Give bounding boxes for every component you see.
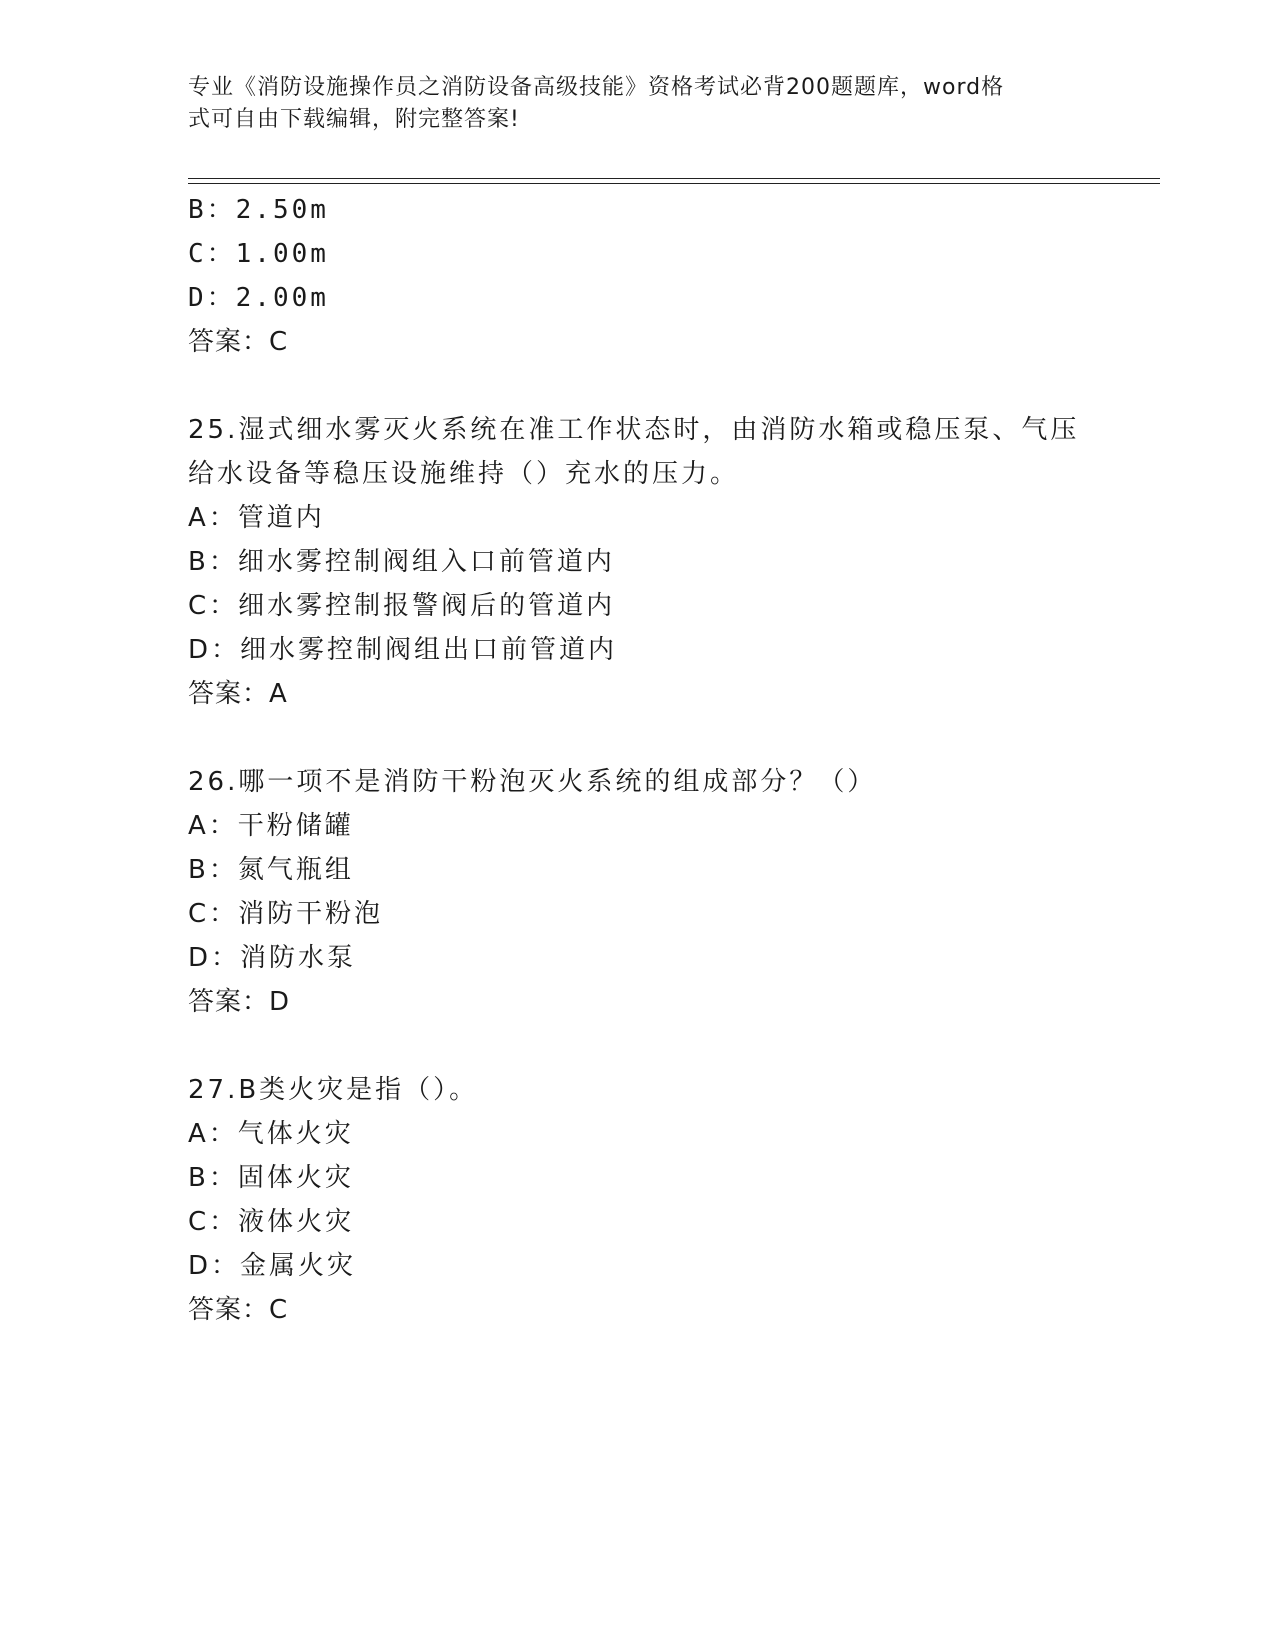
q24-option-d: D：2.00m <box>188 283 329 313</box>
q27-option-a: A：气体火灾 <box>188 1119 354 1149</box>
q27-option-b: B：固体火灾 <box>188 1163 354 1193</box>
q26-option-d: D：消防水泵 <box>188 943 357 973</box>
document-header <box>188 72 1088 136</box>
q27-option-c: C：液体火灾 <box>188 1207 355 1237</box>
q25-option-d: D：细水雾控制阀组出口前管道内 <box>188 635 618 665</box>
q25-option-a: A：管道内 <box>188 503 325 533</box>
q27-stem: 27.B类火灾是指（）。 <box>188 1075 479 1105</box>
q24-answer: 答案：C <box>188 327 289 357</box>
q25-stem-line-1: 25.湿式细水雾灭火系统在准工作状态时，由消防水箱或稳压泵、气压 <box>188 415 1080 445</box>
q26-stem: 26.哪一项不是消防干粉泡灭火系统的组成部分？（） <box>188 767 877 797</box>
header-divider-bottom <box>188 183 1160 184</box>
q25-option-c: C：细水雾控制报警阀后的管道内 <box>188 591 616 621</box>
header-line-2: 式可自由下载编辑，附完整答案! <box>188 107 520 132</box>
header-line-1: 专业《消防设施操作员之消防设备高级技能》资格考试必背200题题库，word格 <box>188 75 1005 100</box>
q25-stem-line-2: 给水设备等稳压设施维持（）充水的压力。 <box>188 459 740 489</box>
q26-option-b: B：氮气瓶组 <box>188 855 354 885</box>
header-divider-top <box>188 178 1160 179</box>
q26-answer: 答案：D <box>188 987 291 1017</box>
q24-option-c: C：1.00m <box>188 239 329 269</box>
q24-option-b: B：2.50m <box>188 195 329 225</box>
q27-answer: 答案：C <box>188 1295 289 1325</box>
q25-option-b: B：细水雾控制阀组入口前管道内 <box>188 547 615 577</box>
q27-option-d: D：金属火灾 <box>188 1251 357 1281</box>
q25-answer: 答案：A <box>188 679 288 709</box>
q26-option-c: C：消防干粉泡 <box>188 899 384 929</box>
q26-option-a: A：干粉储罐 <box>188 811 354 841</box>
